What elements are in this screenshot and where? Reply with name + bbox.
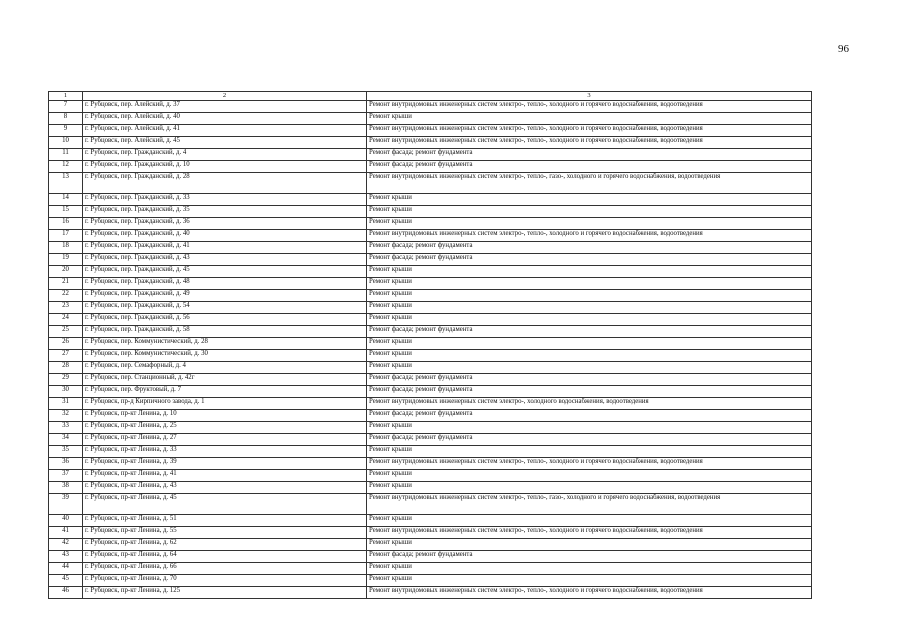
table-row [49, 302, 812, 314]
row-address: г. Рубцовск, пр-кт Ленина, д. 62 [83, 539, 367, 551]
table-row [49, 290, 812, 302]
table-row [49, 587, 812, 599]
row-address: г. Рубцовск, пр-кт Ленина, д. 45 [83, 494, 367, 515]
row-number: 22 [49, 290, 83, 302]
table-row [49, 350, 812, 362]
row-work-type: Ремонт внутридомовых инженерных систем электро-, тепло-, газо-, холодного и горячего водоснабжения, водоотведения [367, 494, 812, 515]
row-number: 42 [49, 539, 83, 551]
row-address: г. Рубцовск, пр-кт Ленина, д. 25 [83, 422, 367, 434]
row-address: г. Рубцовск, пр-кт Ленина, д. 43 [83, 482, 367, 494]
row-number: 35 [49, 446, 83, 458]
row-work-type: Ремонт фасада; ремонт фундамента [367, 374, 812, 386]
row-work-type: Ремонт внутридомовых инженерных систем электро-, тепло-, холодного и горячего водоснабжения, водоотведения [367, 527, 812, 539]
row-address: г. Рубцовск, пер. Станционный, д. 42г [83, 374, 367, 386]
table-row [49, 551, 812, 563]
table-row [49, 362, 812, 374]
row-work-type: Ремонт крыши [367, 194, 812, 206]
row-number: 41 [49, 527, 83, 539]
row-address: г. Рубцовск, пр-кт Ленина, д. 70 [83, 575, 367, 587]
table-row [49, 254, 812, 266]
row-work-type: Ремонт фасада; ремонт фундамента [367, 434, 812, 446]
table-row [49, 482, 812, 494]
row-number: 29 [49, 374, 83, 386]
row-number: 40 [49, 515, 83, 527]
repair-registry-table [48, 91, 812, 599]
row-number: 28 [49, 362, 83, 374]
row-address: г. Рубцовск, пр-кт Ленина, д. 66 [83, 563, 367, 575]
row-address: г. Рубцовск, пер. Фруктовый, д. 7 [83, 386, 367, 398]
table-row [49, 398, 812, 410]
table-row [49, 149, 812, 161]
row-number: 21 [49, 278, 83, 290]
row-number: 14 [49, 194, 83, 206]
row-work-type: Ремонт фасада; ремонт фундамента [367, 410, 812, 422]
row-number: 45 [49, 575, 83, 587]
row-address: г. Рубцовск, пер. Алейский, д. 37 [83, 101, 367, 113]
row-number: 19 [49, 254, 83, 266]
table-row [49, 194, 812, 206]
row-work-type: Ремонт внутридомовых инженерных систем электро-, тепло-, холодного и горячего водоснабжения, водоотведения [367, 101, 812, 113]
row-address: г. Рубцовск, пер. Гражданский, д. 56 [83, 314, 367, 326]
row-address: г. Рубцовск, пер. Гражданский, д. 10 [83, 161, 367, 173]
table-row [49, 230, 812, 242]
table-row [49, 374, 812, 386]
row-number: 16 [49, 218, 83, 230]
row-number: 11 [49, 149, 83, 161]
row-work-type: Ремонт крыши [367, 482, 812, 494]
row-address: г. Рубцовск, пер. Гражданский, д. 45 [83, 266, 367, 278]
table-header-row [49, 92, 812, 101]
row-address: г. Рубцовск, пер. Гражданский, д. 33 [83, 194, 367, 206]
table-row [49, 434, 812, 446]
row-address: г. Рубцовск, пер. Гражданский, д. 36 [83, 218, 367, 230]
row-work-type: Ремонт крыши [367, 290, 812, 302]
row-address: г. Рубцовск, пр-кт Ленина, д. 51 [83, 515, 367, 527]
row-number: 46 [49, 587, 83, 599]
table-row [49, 563, 812, 575]
row-work-type: Ремонт фасада; ремонт фундамента [367, 242, 812, 254]
table-row [49, 410, 812, 422]
row-number: 38 [49, 482, 83, 494]
row-work-type: Ремонт фасада; ремонт фундамента [367, 254, 812, 266]
row-work-type: Ремонт крыши [367, 113, 812, 125]
row-work-type: Ремонт крыши [367, 338, 812, 350]
row-work-type: Ремонт крыши [367, 563, 812, 575]
row-number: 20 [49, 266, 83, 278]
row-address: г. Рубцовск, пер. Гражданский, д. 58 [83, 326, 367, 338]
row-work-type: Ремонт крыши [367, 362, 812, 374]
row-address: г. Рубцовск, пр-кт Ленина, д. 33 [83, 446, 367, 458]
table-row [49, 458, 812, 470]
row-number: 33 [49, 422, 83, 434]
row-work-type: Ремонт фасада; ремонт фундамента [367, 326, 812, 338]
row-work-type: Ремонт крыши [367, 218, 812, 230]
row-address: г. Рубцовск, пер. Гражданский, д. 40 [83, 230, 367, 242]
table-row [49, 125, 812, 137]
table-row [49, 278, 812, 290]
row-address: г. Рубцовск, пр-кт Ленина, д. 125 [83, 587, 367, 599]
row-number: 18 [49, 242, 83, 254]
row-address: г. Рубцовск, пр-кт Ленина, д. 41 [83, 470, 367, 482]
row-address: г. Рубцовск, пер. Гражданский, д. 35 [83, 206, 367, 218]
row-address: г. Рубцовск, пер. Семафорный, д. 4 [83, 362, 367, 374]
row-number: 9 [49, 125, 83, 137]
row-number: 15 [49, 206, 83, 218]
row-work-type: Ремонт крыши [367, 314, 812, 326]
row-work-type: Ремонт внутридомовых инженерных систем электро-, тепло-, холодного и горячего водоснабжения, водоотведения [367, 125, 812, 137]
row-address: г. Рубцовск, пер. Гражданский, д. 48 [83, 278, 367, 290]
row-work-type: Ремонт крыши [367, 302, 812, 314]
row-work-type: Ремонт крыши [367, 206, 812, 218]
table-row [49, 527, 812, 539]
row-number: 30 [49, 386, 83, 398]
row-number: 43 [49, 551, 83, 563]
row-address: г. Рубцовск, пер. Гражданский, д. 43 [83, 254, 367, 266]
row-work-type: Ремонт крыши [367, 539, 812, 551]
row-number: 44 [49, 563, 83, 575]
column-header-1: 1 [49, 92, 83, 101]
page-number: 96 [838, 43, 849, 55]
row-address: г. Рубцовск, пр-кт Ленина, д. 64 [83, 551, 367, 563]
row-work-type: Ремонт крыши [367, 350, 812, 362]
table-row [49, 218, 812, 230]
table-row [49, 422, 812, 434]
row-work-type: Ремонт внутридомовых инженерных систем электро-, тепло-, холодного и горячего водоснабжения, водоотведения [367, 230, 812, 242]
row-work-type: Ремонт фасада; ремонт фундамента [367, 161, 812, 173]
row-address: г. Рубцовск, пер. Гражданский, д. 4 [83, 149, 367, 161]
row-number: 23 [49, 302, 83, 314]
row-number: 34 [49, 434, 83, 446]
row-work-type: Ремонт внутридомовых инженерных систем электро-, тепло-, холодного и горячего водоснабжения, водоотведения [367, 458, 812, 470]
row-address: г. Рубцовск, пер. Гражданский, д. 41 [83, 242, 367, 254]
table-row [49, 386, 812, 398]
row-address: г. Рубцовск, пр-кт Ленина, д. 10 [83, 410, 367, 422]
table-row [49, 137, 812, 149]
row-work-type: Ремонт внутридомовых инженерных систем электро-, тепло-, газо-, холодного и горячего водоснабжения, водоотведения [367, 173, 812, 194]
row-work-type: Ремонт крыши [367, 446, 812, 458]
row-address: г. Рубцовск, пр-кт Ленина, д. 39 [83, 458, 367, 470]
row-address: г. Рубцовск, пер. Алейский, д. 45 [83, 137, 367, 149]
row-number: 27 [49, 350, 83, 362]
row-address: г. Рубцовск, пер. Гражданский, д. 49 [83, 290, 367, 302]
table-row [49, 539, 812, 551]
row-number: 10 [49, 137, 83, 149]
row-address: г. Рубцовск, пр-д Кирпичного завода, д. 1 [83, 398, 367, 410]
row-work-type: Ремонт внутридомовых инженерных систем электро-, тепло-, холодного и горячего водоснабжения, водоотведения [367, 587, 812, 599]
row-number: 39 [49, 494, 83, 515]
table-body [49, 92, 812, 599]
row-work-type: Ремонт фасада; ремонт фундамента [367, 386, 812, 398]
row-number: 31 [49, 398, 83, 410]
row-address: г. Рубцовск, пер. Гражданский, д. 54 [83, 302, 367, 314]
table-row [49, 494, 812, 515]
table-row [49, 515, 812, 527]
row-work-type: Ремонт крыши [367, 515, 812, 527]
table-row [49, 446, 812, 458]
row-work-type: Ремонт крыши [367, 278, 812, 290]
table-row [49, 101, 812, 113]
table-row [49, 470, 812, 482]
table-row [49, 173, 812, 194]
row-address: г. Рубцовск, пр-кт Ленина, д. 55 [83, 527, 367, 539]
row-work-type: Ремонт крыши [367, 266, 812, 278]
row-work-type: Ремонт фасада; ремонт фундамента [367, 551, 812, 563]
table-row [49, 314, 812, 326]
row-number: 32 [49, 410, 83, 422]
row-address: г. Рубцовск, пер. Коммунистический, д. 28 [83, 338, 367, 350]
table-row [49, 242, 812, 254]
table-row [49, 338, 812, 350]
row-work-type: Ремонт крыши [367, 422, 812, 434]
column-header-3: 3 [367, 92, 812, 101]
row-number: 8 [49, 113, 83, 125]
row-address: г. Рубцовск, пр-кт Ленина, д. 27 [83, 434, 367, 446]
row-number: 17 [49, 230, 83, 242]
row-address: г. Рубцовск, пер. Алейский, д. 40 [83, 113, 367, 125]
row-number: 7 [49, 101, 83, 113]
row-number: 25 [49, 326, 83, 338]
row-work-type: Ремонт фасада; ремонт фундамента [367, 149, 812, 161]
row-number: 36 [49, 458, 83, 470]
row-work-type: Ремонт внутридомовых инженерных систем электро-, холодного водоснабжения, водоотведения [367, 398, 812, 410]
row-work-type: Ремонт крыши [367, 575, 812, 587]
table-row [49, 161, 812, 173]
row-address: г. Рубцовск, пер. Алейский, д. 41 [83, 125, 367, 137]
table-row [49, 206, 812, 218]
row-number: 37 [49, 470, 83, 482]
column-header-2: 2 [83, 92, 367, 101]
row-number: 26 [49, 338, 83, 350]
row-work-type: Ремонт внутридомовых инженерных систем электро-, тепло-, холодного и горячего водоснабжения, водоотведения [367, 137, 812, 149]
table-row [49, 113, 812, 125]
table-row [49, 326, 812, 338]
row-number: 24 [49, 314, 83, 326]
table-row [49, 575, 812, 587]
table-row [49, 266, 812, 278]
row-number: 12 [49, 161, 83, 173]
row-work-type: Ремонт крыши [367, 470, 812, 482]
row-address: г. Рубцовск, пер. Коммунистический, д. 30 [83, 350, 367, 362]
row-address: г. Рубцовск, пер. Гражданский, д. 28 [83, 173, 367, 194]
row-number: 13 [49, 173, 83, 194]
